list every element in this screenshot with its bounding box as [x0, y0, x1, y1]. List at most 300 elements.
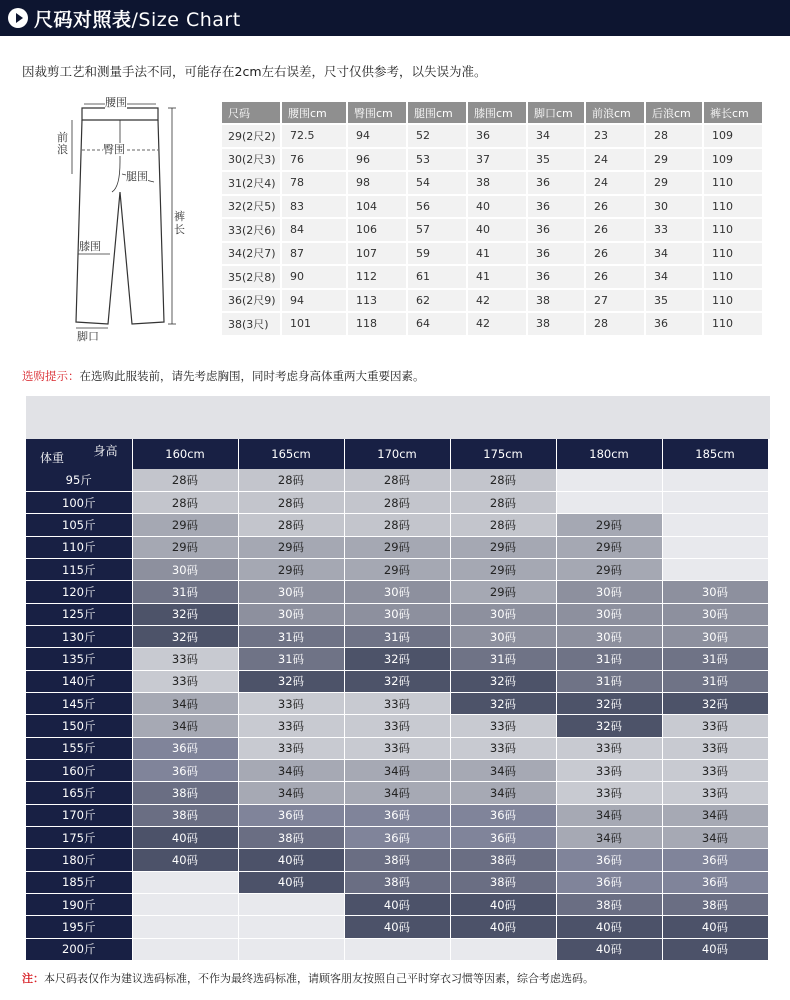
- size-cell: 38(3尺): [221, 312, 281, 336]
- size-cell: 41: [467, 265, 527, 289]
- label-thigh: 腿围: [126, 170, 148, 183]
- recommendation-table: [26, 439, 769, 961]
- size-recommendation-cell: [662, 558, 768, 580]
- size-recommendation-cell: 40码: [556, 916, 662, 938]
- size-recommendation-cell: [662, 514, 768, 536]
- weight-label-cell: 120斤: [26, 581, 132, 603]
- size-cell: 110: [703, 289, 763, 313]
- weight-row: [26, 603, 768, 625]
- size-cell: 53: [407, 148, 467, 172]
- size-cell: 26: [585, 195, 645, 219]
- height-header-cell: 185cm: [662, 439, 768, 469]
- size-recommendation-cell: 30码: [556, 625, 662, 647]
- size-recommendation-cell: 38码: [344, 871, 450, 893]
- size-recommendation-cell: 31码: [556, 670, 662, 692]
- size-recommendation-cell: 28码: [132, 469, 238, 491]
- size-cell: 101: [281, 312, 347, 336]
- size-recommendation-cell: 31码: [238, 648, 344, 670]
- size-recommendation-cell: [238, 916, 344, 938]
- size-recommendation-cell: 28码: [344, 491, 450, 513]
- size-recommendation-cell: 36码: [132, 737, 238, 759]
- size-recommendation-cell: [450, 938, 556, 960]
- size-recommendation-cell: 40码: [450, 916, 556, 938]
- size-recommendation-cell: 40码: [662, 938, 768, 960]
- weight-label-cell: 140斤: [26, 670, 132, 692]
- size-recommendation-cell: 34码: [238, 782, 344, 804]
- weight-label-cell: 100斤: [26, 491, 132, 513]
- size-header-cell: 尺码: [221, 101, 281, 124]
- size-recommendation-cell: 32码: [344, 648, 450, 670]
- size-cell: 29: [645, 148, 703, 172]
- size-cell: 61: [407, 265, 467, 289]
- size-recommendation-cell: 30码: [662, 581, 768, 603]
- size-cell: 28: [585, 312, 645, 336]
- weight-label-cell: 165斤: [26, 782, 132, 804]
- weight-label-cell: 195斤: [26, 916, 132, 938]
- corner-cell: [26, 439, 132, 469]
- size-cell: 29: [645, 171, 703, 195]
- size-cell: 83: [281, 195, 347, 219]
- size-recommendation-cell: [132, 894, 238, 916]
- size-recommendation-cell: 29码: [344, 536, 450, 558]
- size-cell: 87: [281, 242, 347, 266]
- weight-label-cell: 135斤: [26, 648, 132, 670]
- size-recommendation-cell: 33码: [238, 737, 344, 759]
- size-recommendation-cell: 31码: [132, 581, 238, 603]
- size-cell: 33(2尺6): [221, 218, 281, 242]
- size-cell: 112: [347, 265, 407, 289]
- size-row: [221, 312, 763, 336]
- size-recommendation-cell: 28码: [132, 491, 238, 513]
- weight-label-cell: 170斤: [26, 804, 132, 826]
- size-recommendation-cell: 34码: [450, 759, 556, 781]
- weight-label-cell: 145斤: [26, 692, 132, 714]
- size-recommendation-cell: 38码: [132, 782, 238, 804]
- size-cell: 110: [703, 265, 763, 289]
- size-recommendation-cell: 30码: [556, 603, 662, 625]
- size-recommendation-cell: [662, 491, 768, 513]
- size-cell: 38: [527, 289, 585, 313]
- size-recommendation-cell: 33码: [344, 715, 450, 737]
- weight-row: [26, 894, 768, 916]
- size-row: [221, 265, 763, 289]
- weight-row: [26, 581, 768, 603]
- size-recommendation-cell: 32码: [132, 603, 238, 625]
- size-recommendation-cell: 34码: [556, 827, 662, 849]
- size-cell: 96: [347, 148, 407, 172]
- size-recommendation-cell: [132, 916, 238, 938]
- size-recommendation-cell: 36码: [238, 804, 344, 826]
- size-recommendation-cell: 40码: [556, 938, 662, 960]
- size-recommendation-cell: 29码: [132, 536, 238, 558]
- size-row: [221, 124, 763, 148]
- size-cell: 113: [347, 289, 407, 313]
- size-cell: 72.5: [281, 124, 347, 148]
- weight-row: [26, 827, 768, 849]
- size-cell: 110: [703, 218, 763, 242]
- size-cell: 32(2尺5): [221, 195, 281, 219]
- size-recommendation-cell: 30码: [132, 558, 238, 580]
- weight-row: [26, 782, 768, 804]
- size-recommendation-cell: 36码: [450, 804, 556, 826]
- size-cell: 34: [645, 265, 703, 289]
- size-cell: 30: [645, 195, 703, 219]
- size-cell: 35: [527, 148, 585, 172]
- size-header-cell: 裤长cm: [703, 101, 763, 124]
- size-recommendation-cell: 28码: [450, 491, 556, 513]
- purchase-tip: 选购提示：在选购此服装前，请先考虑胸围，同时考虑身高体重两大重要因素。: [22, 369, 425, 383]
- size-recommendation-cell: 38码: [344, 849, 450, 871]
- size-recommendation-cell: 28码: [450, 514, 556, 536]
- size-recommendation-cell: 32码: [662, 692, 768, 714]
- size-recommendation-cell: 36码: [344, 804, 450, 826]
- height-header-cell: 160cm: [132, 439, 238, 469]
- size-recommendation-cell: 29码: [238, 558, 344, 580]
- label-knee: 膝围: [79, 240, 101, 253]
- size-recommendation-cell: 36码: [556, 871, 662, 893]
- size-recommendation-cell: 36码: [132, 759, 238, 781]
- size-cell: 29(2尺2): [221, 124, 281, 148]
- size-recommendation-cell: 36码: [556, 849, 662, 871]
- size-recommendation-cell: 34码: [662, 827, 768, 849]
- size-recommendation-cell: 36码: [344, 827, 450, 849]
- size-header-cell: 膝围cm: [467, 101, 527, 124]
- size-recommendation-cell: [556, 469, 662, 491]
- size-cell: 28: [645, 124, 703, 148]
- size-cell: 37: [467, 148, 527, 172]
- weight-label-cell: 130斤: [26, 625, 132, 647]
- size-recommendation-cell: 40码: [132, 849, 238, 871]
- size-recommendation-cell: 29码: [450, 558, 556, 580]
- size-recommendation-cell: [556, 491, 662, 513]
- size-cell: 106: [347, 218, 407, 242]
- weight-row: [26, 670, 768, 692]
- size-recommendation-cell: 31码: [238, 625, 344, 647]
- weight-label-cell: 190斤: [26, 894, 132, 916]
- size-cell: 98: [347, 171, 407, 195]
- size-recommendation-cell: 33码: [238, 715, 344, 737]
- size-cell: 110: [703, 171, 763, 195]
- size-cell: 40: [467, 195, 527, 219]
- weight-label-cell: 185斤: [26, 871, 132, 893]
- size-cell: 24: [585, 148, 645, 172]
- size-cell: 36: [527, 265, 585, 289]
- recommendation-banner: [26, 396, 770, 439]
- weight-row: [26, 916, 768, 938]
- size-recommendation-cell: 36码: [662, 849, 768, 871]
- label-waist: 腰围: [105, 96, 127, 109]
- size-recommendation-cell: 30码: [662, 625, 768, 647]
- size-recommendation-cell: 34码: [556, 804, 662, 826]
- size-recommendation-cell: 28码: [344, 469, 450, 491]
- header-bar: [0, 0, 790, 36]
- size-recommendation-cell: 33码: [238, 692, 344, 714]
- weight-row: [26, 625, 768, 647]
- size-recommendation-cell: 31码: [556, 648, 662, 670]
- size-cell: 36(2尺9): [221, 289, 281, 313]
- size-recommendation-cell: 40码: [344, 916, 450, 938]
- size-recommendation-cell: 38码: [662, 894, 768, 916]
- size-cell: 110: [703, 195, 763, 219]
- size-recommendation-cell: 28码: [238, 469, 344, 491]
- size-recommendation-cell: 33码: [450, 715, 556, 737]
- size-recommendation-cell: 33码: [556, 782, 662, 804]
- weight-label-cell: 180斤: [26, 849, 132, 871]
- weight-row: [26, 648, 768, 670]
- size-recommendation-cell: 38码: [450, 871, 556, 893]
- size-recommendation-cell: 38码: [132, 804, 238, 826]
- size-recommendation-cell: 36码: [450, 827, 556, 849]
- size-recommendation-cell: 31码: [450, 648, 556, 670]
- height-header-cell: 165cm: [238, 439, 344, 469]
- size-header-cell: 后浪cm: [645, 101, 703, 124]
- size-cell: 110: [703, 312, 763, 336]
- weight-label-cell: 125斤: [26, 603, 132, 625]
- size-cell: 23: [585, 124, 645, 148]
- weight-row: [26, 692, 768, 714]
- size-cell: 94: [347, 124, 407, 148]
- size-table: [220, 100, 764, 337]
- height-header-cell: 170cm: [344, 439, 450, 469]
- size-cell: 33: [645, 218, 703, 242]
- weight-row: [26, 737, 768, 759]
- size-recommendation-cell: 30码: [238, 603, 344, 625]
- size-cell: 110: [703, 242, 763, 266]
- size-row: [221, 218, 763, 242]
- size-recommendation-cell: 28码: [450, 469, 556, 491]
- size-recommendation-cell: 34码: [450, 782, 556, 804]
- size-cell: 36: [527, 195, 585, 219]
- size-recommendation-cell: 32码: [450, 692, 556, 714]
- size-cell: 76: [281, 148, 347, 172]
- size-recommendation-cell: 33码: [662, 737, 768, 759]
- size-row: [221, 148, 763, 172]
- size-cell: 26: [585, 218, 645, 242]
- size-recommendation-cell: 34码: [132, 715, 238, 737]
- size-recommendation-cell: 29码: [450, 581, 556, 603]
- size-recommendation-cell: 33码: [556, 759, 662, 781]
- weight-row: [26, 804, 768, 826]
- size-recommendation-cell: 33码: [132, 648, 238, 670]
- size-cell: 52: [407, 124, 467, 148]
- size-recommendation-cell: [344, 938, 450, 960]
- size-cell: 42: [467, 312, 527, 336]
- size-recommendation-cell: [132, 871, 238, 893]
- size-cell: 56: [407, 195, 467, 219]
- size-cell: 35: [645, 289, 703, 313]
- size-recommendation-cell: 34码: [238, 759, 344, 781]
- weight-label-cell: 110斤: [26, 536, 132, 558]
- size-recommendation-cell: 40码: [238, 871, 344, 893]
- size-recommendation-cell: 30码: [450, 625, 556, 647]
- label-length: 裤长: [174, 210, 185, 236]
- pants-diagram: [50, 92, 210, 347]
- size-cell: 36: [527, 242, 585, 266]
- size-cell: 38: [527, 312, 585, 336]
- size-recommendation-cell: 33码: [344, 737, 450, 759]
- size-recommendation-cell: 31码: [662, 648, 768, 670]
- size-row: [221, 195, 763, 219]
- size-recommendation-cell: 38码: [450, 849, 556, 871]
- size-cell: 41: [467, 242, 527, 266]
- size-recommendation-cell: 29码: [556, 558, 662, 580]
- size-recommendation-cell: [238, 938, 344, 960]
- corner-weight-label: 体重: [40, 451, 65, 465]
- weight-row: [26, 491, 768, 513]
- size-recommendation-cell: 29码: [556, 514, 662, 536]
- size-cell: 57: [407, 218, 467, 242]
- weight-label-cell: 155斤: [26, 737, 132, 759]
- size-cell: 109: [703, 148, 763, 172]
- size-header-cell: 腰围cm: [281, 101, 347, 124]
- size-recommendation-cell: 38码: [238, 827, 344, 849]
- size-recommendation-cell: 33码: [344, 692, 450, 714]
- weight-row: [26, 759, 768, 781]
- size-recommendation-cell: 32码: [238, 670, 344, 692]
- size-recommendation-cell: 34码: [132, 692, 238, 714]
- size-cell: 54: [407, 171, 467, 195]
- size-recommendation-cell: 33码: [450, 737, 556, 759]
- size-recommendation-cell: 32码: [556, 715, 662, 737]
- measurement-notice: 因裁剪工艺和测量手法不同，可能存在2cm左右误差，尺寸仅供参考，以失误为准。: [22, 64, 487, 79]
- size-cell: 34: [527, 124, 585, 148]
- weight-row: [26, 536, 768, 558]
- size-cell: 31(2尺4): [221, 171, 281, 195]
- size-cell: 34: [645, 242, 703, 266]
- size-recommendation-cell: 32码: [344, 670, 450, 692]
- weight-label-cell: 95斤: [26, 469, 132, 491]
- size-recommendation-cell: 29码: [344, 558, 450, 580]
- size-row: [221, 289, 763, 313]
- size-header-cell: 臀围cm: [347, 101, 407, 124]
- size-recommendation-cell: 33码: [662, 759, 768, 781]
- weight-label-cell: 150斤: [26, 715, 132, 737]
- size-cell: 34(2尺7): [221, 242, 281, 266]
- weight-label-cell: 175斤: [26, 827, 132, 849]
- size-table-body: [221, 124, 763, 336]
- label-hem: 脚口: [77, 330, 99, 343]
- size-recommendation-cell: 32码: [132, 625, 238, 647]
- size-recommendation-cell: 30码: [662, 603, 768, 625]
- size-cell: 94: [281, 289, 347, 313]
- size-recommendation-cell: 36码: [662, 871, 768, 893]
- size-cell: 30(2尺3): [221, 148, 281, 172]
- size-header-cell: 脚口cm: [527, 101, 585, 124]
- height-header-cell: 175cm: [450, 439, 556, 469]
- size-recommendation-cell: [662, 469, 768, 491]
- corner-height-label: 身高: [93, 444, 118, 458]
- size-recommendation-cell: 32码: [556, 692, 662, 714]
- weight-row: [26, 938, 768, 960]
- weight-row: [26, 715, 768, 737]
- size-cell: 118: [347, 312, 407, 336]
- size-recommendation-cell: 40码: [132, 827, 238, 849]
- size-recommendation-cell: 38码: [556, 894, 662, 916]
- size-cell: 27: [585, 289, 645, 313]
- footnote: 注：本尺码表仅作为建议选码标准，不作为最终选码标准，请顾客朋友按照自己平时穿衣习惯等因素，综合考虑选码。: [22, 972, 594, 985]
- size-recommendation-cell: 33码: [132, 670, 238, 692]
- label-hip: 臀围: [103, 143, 125, 156]
- size-recommendation-cell: 34码: [662, 804, 768, 826]
- size-recommendation-cell: 40码: [344, 894, 450, 916]
- size-recommendation-cell: 29码: [238, 536, 344, 558]
- size-cell: 78: [281, 171, 347, 195]
- size-cell: 24: [585, 171, 645, 195]
- weight-label-cell: 200斤: [26, 938, 132, 960]
- size-recommendation-cell: 33码: [662, 782, 768, 804]
- weight-label-cell: 115斤: [26, 558, 132, 580]
- size-cell: 62: [407, 289, 467, 313]
- weight-row: [26, 849, 768, 871]
- size-recommendation-cell: 32码: [450, 670, 556, 692]
- size-cell: 26: [585, 242, 645, 266]
- weight-label-cell: 160斤: [26, 759, 132, 781]
- size-row: [221, 171, 763, 195]
- size-recommendation-cell: 28码: [344, 514, 450, 536]
- size-recommendation-cell: 30码: [450, 603, 556, 625]
- size-recommendation-cell: 40码: [662, 916, 768, 938]
- play-icon: [8, 8, 28, 28]
- page-title: 尺码对照表/Size Chart: [34, 8, 241, 31]
- size-recommendation-cell: 40码: [450, 894, 556, 916]
- size-cell: 36: [645, 312, 703, 336]
- size-recommendation-cell: 33码: [662, 715, 768, 737]
- size-recommendation-cell: 29码: [132, 514, 238, 536]
- size-cell: 64: [407, 312, 467, 336]
- weight-row: [26, 871, 768, 893]
- size-cell: 84: [281, 218, 347, 242]
- size-cell: 38: [467, 171, 527, 195]
- size-recommendation-cell: 29码: [556, 536, 662, 558]
- size-recommendation-cell: [662, 536, 768, 558]
- size-recommendation-cell: 31码: [344, 625, 450, 647]
- size-cell: 35(2尺8): [221, 265, 281, 289]
- size-recommendation-cell: 31码: [662, 670, 768, 692]
- recommendation-table-header: [26, 439, 768, 469]
- size-cell: 59: [407, 242, 467, 266]
- size-recommendation-cell: 40码: [238, 849, 344, 871]
- size-recommendation-cell: 28码: [238, 491, 344, 513]
- size-recommendation-cell: 30码: [344, 581, 450, 603]
- size-recommendation-cell: 33码: [556, 737, 662, 759]
- size-cell: 109: [703, 124, 763, 148]
- size-recommendation-cell: [238, 894, 344, 916]
- size-header-cell: 前浪cm: [585, 101, 645, 124]
- size-recommendation-cell: 34码: [344, 759, 450, 781]
- size-recommendation-cell: 34码: [344, 782, 450, 804]
- size-cell: 26: [585, 265, 645, 289]
- size-cell: 36: [527, 218, 585, 242]
- height-header-cell: 180cm: [556, 439, 662, 469]
- size-cell: 36: [467, 124, 527, 148]
- size-header-cell: 腿围cm: [407, 101, 467, 124]
- size-recommendation-cell: 30码: [238, 581, 344, 603]
- size-recommendation-cell: 29码: [450, 536, 556, 558]
- weight-label-cell: 105斤: [26, 514, 132, 536]
- size-cell: 36: [527, 171, 585, 195]
- label-front-rise: 前浪: [57, 132, 71, 156]
- size-cell: 90: [281, 265, 347, 289]
- size-cell: 107: [347, 242, 407, 266]
- weight-row: [26, 469, 768, 491]
- weight-row: [26, 514, 768, 536]
- size-row: [221, 242, 763, 266]
- size-recommendation-cell: 28码: [238, 514, 344, 536]
- size-recommendation-cell: [132, 938, 238, 960]
- weight-row: [26, 558, 768, 580]
- size-cell: 104: [347, 195, 407, 219]
- recommendation-table-body: [26, 469, 768, 961]
